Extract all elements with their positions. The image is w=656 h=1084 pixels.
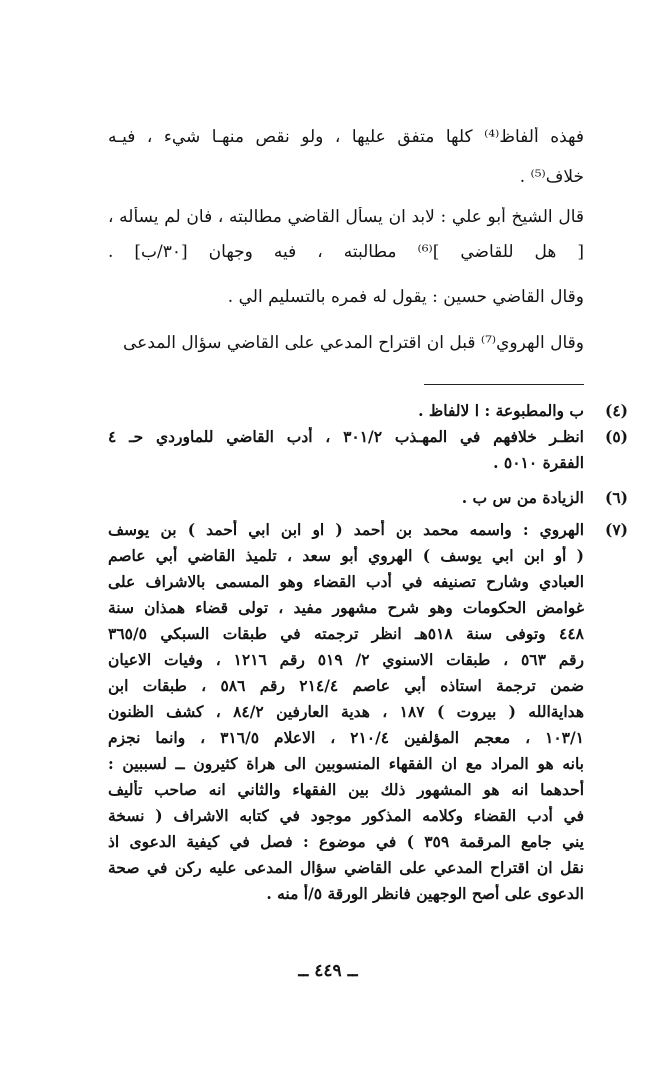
footnote-separator — [424, 384, 584, 385]
footnote-7-line-12: في أدب القضاء وكلامه المذكور موجود في كتابه الاشراف ( نسخة — [108, 806, 584, 825]
footnote-4-line-1: ب والمطبوعة : ا لالفاظ . — [418, 401, 584, 420]
footnote-7-line-3: العبادي وشارح تصنيفه في أدب القضاء وهو المسمى بالاشراف على — [108, 572, 584, 591]
footnote-5-line-2: الفقرة ٥٠١٠ . — [493, 453, 584, 472]
body-line-1: فهذه ألفاظ⁽⁴⁾ كلها متفق عليها ، ولو نقص منهـا شيء ، فيـه — [108, 127, 584, 147]
body-line-4: [ هل للقاضي ]⁽⁶⁾ مطالبته ، فيه وجهان [٣٠/ب] . — [108, 242, 584, 262]
footnote-5-line-1: انظـر خلافهم في المهـذب ٣٠١/٢ ، أدب القاضي للماوردي حـ ٤ — [108, 427, 584, 446]
footnote-7-line-14: نقل ان اقتراح المدعي على القاضي سؤال المدعى عليه ركن في صحة — [108, 858, 584, 877]
body-line-6: وقال الهروي⁽⁷⁾ قبل ان اقتراح المدعي على القاضي سؤال المدعى — [123, 333, 584, 353]
footnote-7-line-5: ٤٤٨ وتوفى سنة ٥١٨هـ انظر ترجمته في طبقات السبكي ٣٦٥/٥ — [108, 624, 584, 643]
footnote-number-5: (٥) — [604, 427, 628, 446]
body-line-3: قال الشيخ أبو علي : لابد ان يسأل القاضي مطالبته ، فان لم يسأله ، — [108, 207, 584, 227]
footnote-7-line-7: ضمن ترجمة استاذه أبي عاصم ٢١٤/٤ رقم ٥٨٦ ، طبقات ابن — [108, 676, 584, 695]
body-line-2: خلاف⁽⁵⁾ . — [519, 167, 584, 187]
footnote-7-line-8: هدايةالله ( بيروت ) ١٨٧ ، هدية العارفين ٨٤/٢ ، كشف الظنون — [108, 702, 584, 721]
footnote-6-line-1: الزيادة من س ب . — [461, 488, 584, 507]
footnote-7-line-13: يني جامع المرقمة ٣٥٩ ) في موضوع : فصل في كيفية الدعوى اذ — [108, 832, 584, 851]
footnote-number-7: (٧) — [604, 520, 628, 539]
footnote-7-line-6: رقم ٥٦٣ ، طبقات الاسنوي ٢/ ٥١٩ رقم ١٢١٦ ، وفيات الاعيان — [108, 650, 584, 669]
footnote-7-line-9: ١٠٣/١ ، معجم المؤلفين ٢١٠/٤ ، الاعلام ٣١٦/٥ ، وانما نجزم — [108, 728, 584, 747]
footnote-number-4: (٤) — [604, 401, 628, 420]
footnote-7-line-15: الدعوى على أصح الوجهين فانظر الورقة ٥/أ منه . — [266, 884, 584, 903]
footnote-7-line-2: ( أو ابن ابي يوسف ) الهروي أبو سعد ، تلميذ القاضي أبي عاصم — [108, 546, 584, 565]
footnote-number-6: (٦) — [604, 488, 628, 507]
body-line-5: وقال القاضي حسين : يقول له فمره بالتسليم الي . — [227, 287, 584, 307]
footnote-7-line-11: أحدهما انه هو المشهور ذلك بين الفقهاء والثاني انه صاحب تأليف — [108, 780, 584, 799]
footnote-7-line-4: غوامض الحكومات وهو شرح مشهور مفيد ، تولى قضاء همذان سنة — [108, 598, 584, 617]
page-number: ــ ٤٤٩ ــ — [298, 961, 358, 981]
footnote-7-line-10: بانه هو المراد مع ان الفقهاء المنسوبين الى هراة كثيرون ــ لسببين : — [108, 754, 584, 773]
footnote-7-line-1: الهروي : واسمه محمد بن أحمد ( او ابن ابي أحمد ) بن يوسف — [108, 520, 584, 539]
